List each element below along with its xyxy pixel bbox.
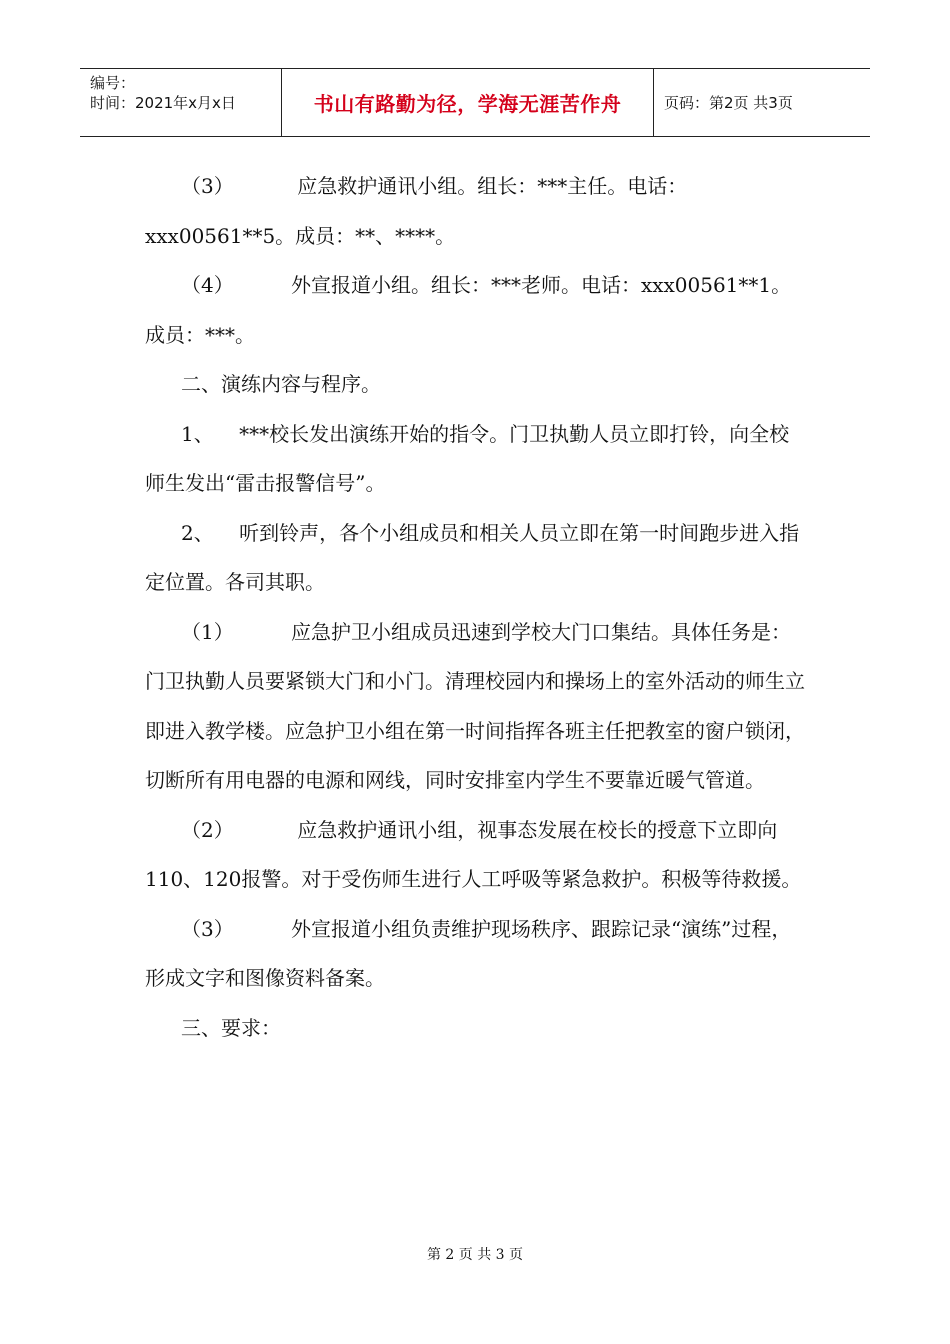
header-page-indicator: 页码：第2页 共3页 bbox=[664, 94, 793, 112]
section-heading-drill-content: 二、演练内容与程序。 bbox=[181, 372, 381, 396]
document-number-label: 编号： bbox=[90, 74, 136, 92]
header-meta bbox=[80, 69, 282, 136]
paragraph-publicity-group-task: （3） 外宣报道小组负责维护现场秩序、跟踪记录“演练”过程，形成文字和图像资料备案。 bbox=[145, 916, 792, 990]
paragraph-comm-group: （3） 应急救护通讯小组。组长：***主任。电话：xxx00561**5。成员：**、****。 bbox=[145, 174, 688, 248]
page-footer: 第 2 页 共 3 页 bbox=[426, 1247, 524, 1263]
page-header bbox=[80, 68, 870, 137]
paragraph-comm-group-task: （2） 应急救护通讯小组，视事态发展在校长的授意下立即向110、120报警。对于受伤师生进行人工呼吸等紧急救护。积极等待救援。 bbox=[145, 817, 802, 891]
document-body bbox=[145, 162, 805, 1053]
paragraph-step-2: 2、 听到铃声，各个小组成员和相关人员立即在第一时间跑步进入指定位置。各司其职。 bbox=[145, 520, 800, 594]
paragraph-publicity-group: （4） 外宣报道小组。组长：***老师。电话：xxx00561**1。成员：***。 bbox=[145, 273, 792, 347]
document-date: 时间：2021年x月x日 bbox=[90, 94, 236, 112]
header-motto: 书山有路勤为径，学海无涯苦作舟 bbox=[282, 69, 654, 136]
paragraph-guard-group-task: （1） 应急护卫小组成员迅速到学校大门口集结。具体任务是：门卫执勤人员要紧锁大门和小门。清理校园内和操场上的室外活动的师生立即进入教学楼。应急护卫小组在第一时间指挥各班主任把教室的窗户锁闭，切断所有用电器的电源和网线，同时安排室内学生不要靠近暖气管道。 bbox=[145, 619, 805, 792]
section-heading-requirements: 三、要求： bbox=[181, 1015, 281, 1040]
paragraph-step-1: 1、 ***校长发出演练开始的指令。门卫执勤人员立即打铃，向全校师生发出“雷击报警信号”。 bbox=[145, 421, 790, 495]
